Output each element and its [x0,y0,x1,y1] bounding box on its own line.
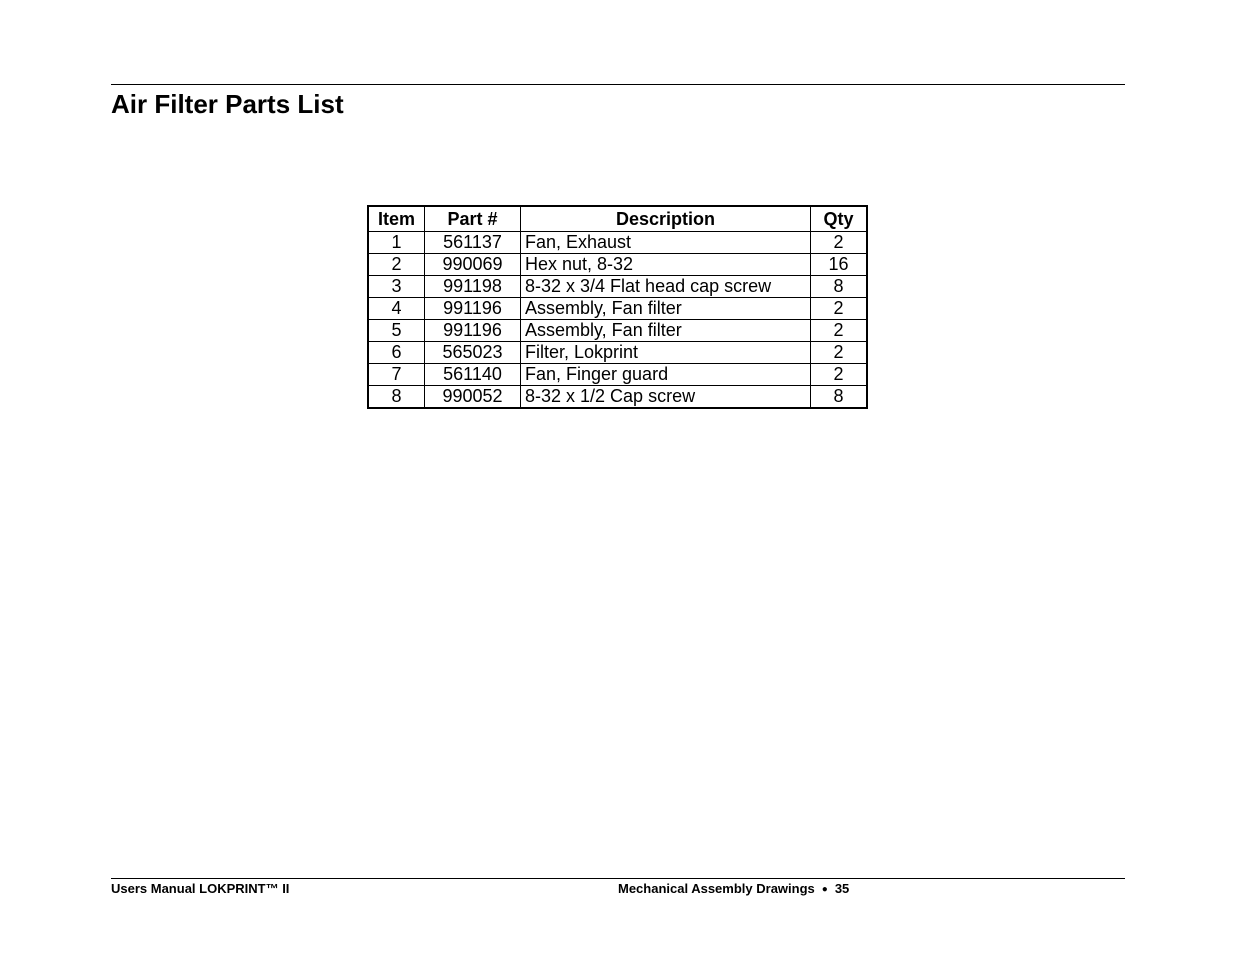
cell-description: Hex nut, 8-32 [521,254,811,276]
cell-qty: 2 [811,320,868,342]
cell-description: 8-32 x 1/2 Cap screw [521,386,811,409]
footer-manual-title: Users Manual LOKPRINT™ II [111,881,290,896]
table-row [368,320,867,342]
cell-part: 991198 [425,276,521,298]
table-row [368,298,867,320]
page-title: Air Filter Parts List [111,89,344,119]
header-rule [111,84,1125,85]
cell-part: 991196 [425,320,521,342]
cell-item: 3 [368,276,425,298]
cell-description: Assembly, Fan filter [521,298,811,320]
table-row [368,276,867,298]
cell-part: 990069 [425,254,521,276]
cell-description: Filter, Lokprint [521,342,811,364]
table-row [368,342,867,364]
cell-part: 990052 [425,386,521,409]
cell-description: 8-32 x 3/4 Flat head cap screw [521,276,811,298]
footer-page-number: 35 [834,881,850,896]
cell-item: 6 [368,342,425,364]
cell-part: 561140 [425,364,521,386]
cell-item: 5 [368,320,425,342]
cell-qty: 8 [811,276,868,298]
table-header-row [368,206,867,232]
footer-rule [111,878,1125,879]
table-row [368,232,867,254]
footer-section [618,881,849,896]
cell-item: 4 [368,298,425,320]
column-header-part: Part # [425,206,521,232]
cell-part: 561137 [425,232,521,254]
cell-qty: 2 [811,232,868,254]
cell-description: Fan, Finger guard [521,364,811,386]
cell-description: Fan, Exhaust [521,232,811,254]
table-row [368,254,867,276]
cell-qty: 8 [811,386,868,409]
footer-bullet-separator: ● [821,884,828,895]
cell-part: 565023 [425,342,521,364]
table-row [368,386,867,409]
cell-item: 1 [368,232,425,254]
cell-item: 8 [368,386,425,409]
column-header-qty: Qty [811,206,868,232]
footer-section-name: Mechanical Assembly Drawings [618,881,815,896]
cell-qty: 2 [811,298,868,320]
parts-table [367,205,868,409]
cell-item: 7 [368,364,425,386]
table-row [368,364,867,386]
cell-qty: 2 [811,364,868,386]
cell-description: Assembly, Fan filter [521,320,811,342]
column-header-description: Description [521,206,811,232]
cell-part: 991196 [425,298,521,320]
cell-qty: 16 [811,254,868,276]
cell-item: 2 [368,254,425,276]
cell-qty: 2 [811,342,868,364]
column-header-item: Item [368,206,425,232]
